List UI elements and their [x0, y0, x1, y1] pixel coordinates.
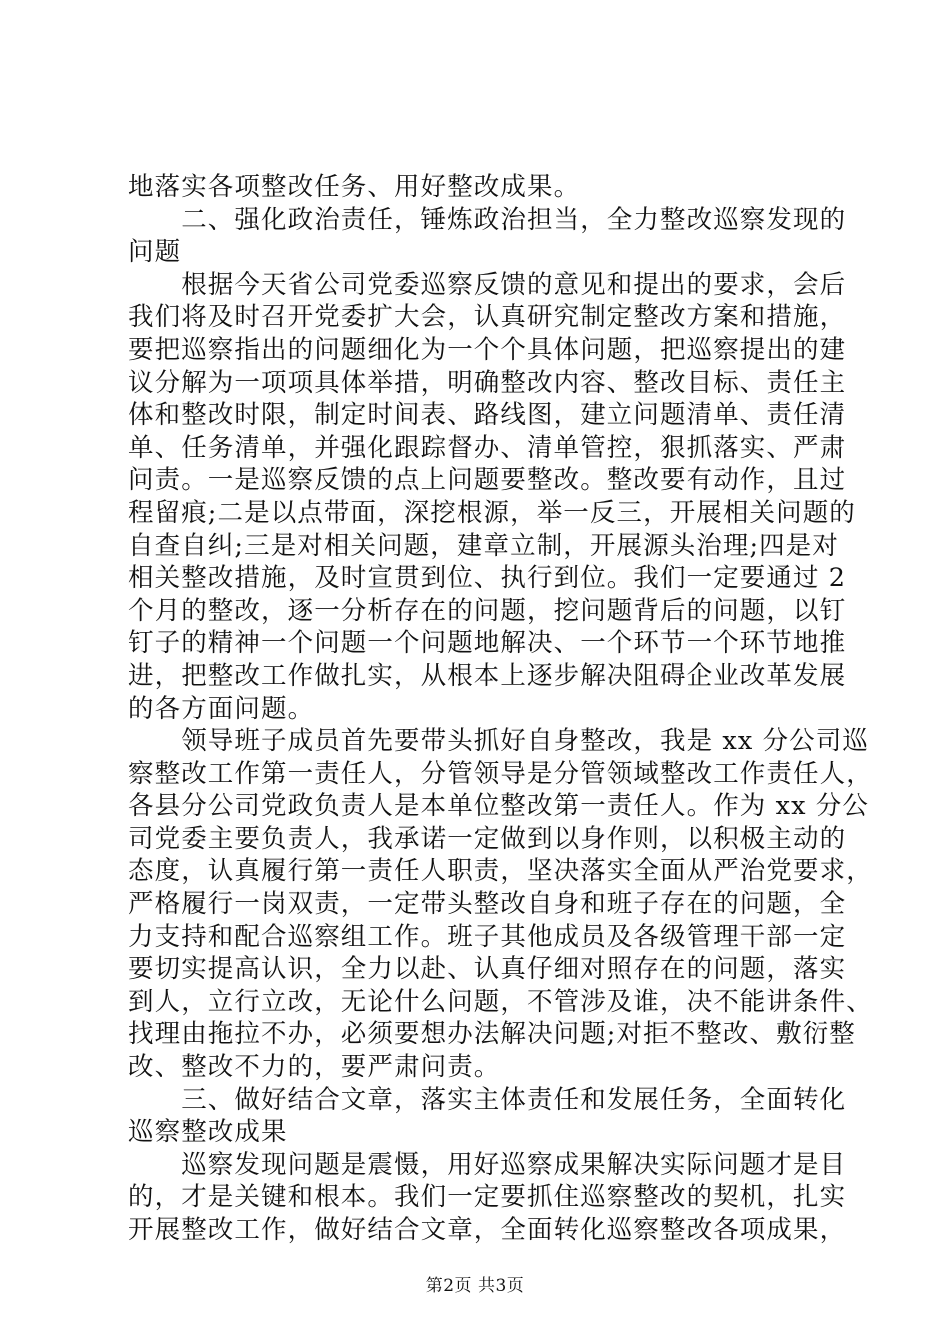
body-line: 巡察发现问题是震慑，用好巡察成果解决实际问题才是目	[128, 1149, 847, 1180]
body-line: 力支持和配合巡察组工作。班子其他成员及各级管理干部一定	[128, 921, 847, 952]
body-line: 地落实各项整改任务、用好整改成果。	[128, 172, 581, 202]
body-line: 要把巡察指出的问题细化为一个个具体问题，把巡察提出的建	[128, 334, 847, 365]
body-line: 根据今天省公司党委巡察反馈的意见和提出的要求，会后	[128, 269, 847, 300]
body-line: 察整改工作第一责任人，分管领导是分管领域整改工作责任人，	[128, 758, 873, 789]
body-line: 找理由拖拉不办，必须要想办法解决问题;对拒不整改、敷衍整	[128, 1019, 856, 1050]
body-line: 自查自纠;三是对相关问题，建章立制，开展源头治理;四是对	[128, 530, 839, 561]
section-heading-line: 巡察整改成果	[128, 1117, 288, 1148]
page-footer: 第2页 共3页	[425, 1276, 525, 1296]
body-line: 要切实提高认识，全力以赴、认真仔细对照存在的问题，落实	[128, 954, 847, 985]
body-line: 相关整改措施，及时宣贯到位、执行到位。我们一定要通过 2	[128, 563, 847, 594]
body-line: 的各方面问题。	[128, 693, 315, 724]
body-line: 改、整改不力的，要严肃问责。	[128, 1052, 501, 1083]
body-line: 程留痕;二是以点带面，深挖根源，举一反三，开展相关问题的	[128, 497, 856, 528]
document-body	[128, 171, 873, 1247]
body-line: 个月的整改，逐一分析存在的问题，挖问题背后的问题，以钉	[128, 595, 847, 626]
section-heading-line: 三、做好结合文章，落实主体责任和发展任务，全面转化	[128, 1084, 847, 1115]
body-line: 钉子的精神一个问题一个问题地解决、一个环节一个环节地推	[128, 628, 847, 659]
body-line: 各县分公司党政负责人是本单位整改第一责任人。作为 xx 分公	[128, 791, 869, 822]
body-line: 开展整改工作，做好结合文章，全面转化巡察整改各项成果，	[128, 1215, 847, 1245]
body-line: 态度，认真履行第一责任人职责，坚决落实全面从严治党要求，	[128, 856, 873, 887]
section-heading-line: 二、强化政治责任，锤炼政治担当，全力整改巡察发现的	[128, 204, 847, 235]
body-line: 严格履行一岗双责，一定带头整改自身和班子存在的问题，全	[128, 889, 847, 920]
body-line: 议分解为一项项具体举措，明确整改内容、整改目标、责任主	[128, 367, 847, 398]
body-line: 的，才是关键和根本。我们一定要抓住巡察整改的契机，扎实	[128, 1182, 847, 1213]
body-line: 问责。一是巡察反馈的点上问题要整改。整改要有动作，且过	[128, 465, 847, 496]
body-line: 我们将及时召开党委扩大会，认真研究制定整改方案和措施，	[128, 302, 847, 333]
section-heading-line: 问题	[128, 237, 182, 268]
body-line: 进，把整改工作做扎实，从根本上逐步解决阻碍企业改革发展	[128, 660, 847, 691]
body-line: 体和整改时限，制定时间表、路线图，建立问题清单、责任清	[128, 400, 847, 431]
body-line: 单、任务清单，并强化跟踪督办、清单管控，狠抓落实、严肃	[128, 432, 847, 463]
body-line: 领导班子成员首先要带头抓好自身整改，我是 xx 分公司巡	[128, 726, 869, 757]
body-line: 到人，立行立改，无论什么问题，不管涉及谁，决不能讲条件、	[128, 986, 873, 1017]
body-line: 司党委主要负责人，我承诺一定做到以身作则，以积极主动的	[128, 823, 847, 854]
